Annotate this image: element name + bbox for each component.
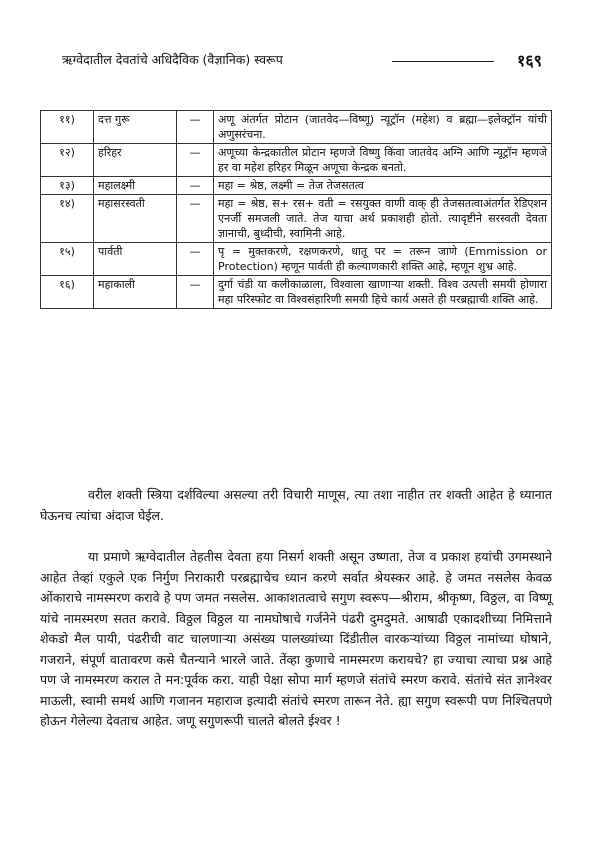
deity-name: हरिहर [94,144,177,177]
table-row [41,243,552,276]
deity-description: दुर्गा चंडी या कलीकाळाला, विश्वाला खाणाऱ्या शक्ती. विश्व उत्पत्ती समयी होणारा महा परिस्फोट वा विश्वसंहारिणी समयी हिचे कार्य असते ही परब्रह्माची शक्ति आहे. [214,276,552,309]
paragraph-1: वरील शक्ती स्त्रिया दर्शविल्या असल्या तरी विचारी माणूस, त्या तशा नाहीत तर शक्ती आहेत हे ध्यानात घेऊनच त्यांचा अंदाज घेईल. [40,487,552,523]
deity-description: अणूच्या केन्द्रकातील प्रोटान म्हणजे विष्णु किंवा जातवेद अग्नि आणि न्यूट्रॉन म्हणजे हर वा महेश हरिहर मिळून अणूचा केन्द्रक बनतो. [214,144,552,177]
row-dash: — [177,144,214,177]
deity-name: महासरस्वती [94,195,177,243]
table-row [41,195,552,243]
deity-table-body [41,111,552,309]
deity-name: महाकाली [94,276,177,309]
row-dash: — [177,177,214,195]
page-number: १६९ [517,51,542,70]
deity-description: महा = श्रेष्ठ, लक्ष्मी = तेज तेजसतत्व [214,177,552,195]
table-row [41,177,552,195]
row-number: १६) [41,276,94,309]
row-number: १४) [41,195,94,243]
page-header [62,51,542,73]
deity-description: महा = श्रेष्ठ, स+ रस+ वती = रसयुक्त वाणी वाक् ही तेजसतत्वाअंतर्गत रेडिएशन एनर्जी समजली जाते. तेज याचा अर्थ प्रकाशही होतो. त्यादृष्टीने सरस्वती देवता ज्ञानाची, बुध्दीची, स्वामिनी आहे. [214,195,552,243]
table-row [41,111,552,144]
deity-name: महालक्ष्मी [94,177,177,195]
row-number: १३) [41,177,94,195]
running-title: ऋग्वेदातील देवतांचे अधिदैविक (वैज्ञानिक) स्वरूप [62,52,283,67]
row-dash: — [177,276,214,309]
row-dash: — [177,243,214,276]
deity-name: पार्वती [94,243,177,276]
row-number: १२) [41,144,94,177]
paragraph-2: या प्रमाणे ऋग्वेदातील तेहतीस देवता हया निसर्ग शक्ती असून उष्णता, तेज व प्रकाश हयांची उगमस्थाने आहेत तेव्हां एकुले एक निर्गुण निराकारी परब्रह्माचेच ध्यान करणे सर्वात श्रेयस्कर आहे. हे जमत नसलेस केवळ ओंकाराचे नामस्मरण करावे हे पण जमत नसलेस. आकाशतत्वाचे सगुण स्वरूप—श्रीराम, श्रीकृष्ण, विठ्ठल, वा विष्णू यांचे नामस्मरण सतत करावे. विठ्ठल विठ्ठल या नामघोषाचे गर्जनेने पंढरी दुमदुमते. आषाढी एकादशीच्या निमित्ताने शेकडो मैल पायी, पंढरीची वाट चालणाऱ्या असंख्य पालख्यांच्या दिंडीतील वारकऱ्यांच्या विठ्ठल नामांच्या घोषाने, गजराने, संपूर्ण वातावरण कसे चैतन्याने भारले जाते. तेंव्हा कुणाचे नामस्मरण करायचे? हा ज्याचा त्याचा प्रश्न आहे पण जे नामस्मरण कराल ते मन:पूर्वक करा. याही पेक्षा सोपा मार्ग म्हणजे संतांचे स्मरण करावे. संतांचे संत ज्ञानेश्वर माऊली, स्वामी समर्थ आणि गजानन महाराज इत्यादी संतांचे स्मरण तारून नेते. ह्या सगुण स्वरूपी पण निश्चितपणे होऊन गेलेल्या देवताच आहेत. जणू सगुणरूपी चालते बोलते ईश्वर ! [40,549,552,728]
deity-table [40,110,552,309]
deity-description: पृ = मुक्तकरणे, रक्षणकरणे, धातू पर = तरून जाणे (Emmission or Protection) म्हणून पार्वती ही कल्याणकारी शक्ति आहे, म्हणून शुभ्र आहे. [214,243,552,276]
deity-name: दत्त गुरू [94,111,177,144]
row-number: १५) [41,243,94,276]
row-number: ११) [41,111,94,144]
table-row [41,144,552,177]
header-rule [392,61,494,62]
row-dash: — [177,111,214,144]
row-dash: — [177,195,214,243]
table-row [41,276,552,309]
deity-description: अणू अंतर्गत प्रोटान (जातवेद—विष्णू) न्यूट्रॉन (महेश) व ब्रह्मा—इलेक्ट्रॉन यांची अणुसरंचना. [214,111,552,144]
